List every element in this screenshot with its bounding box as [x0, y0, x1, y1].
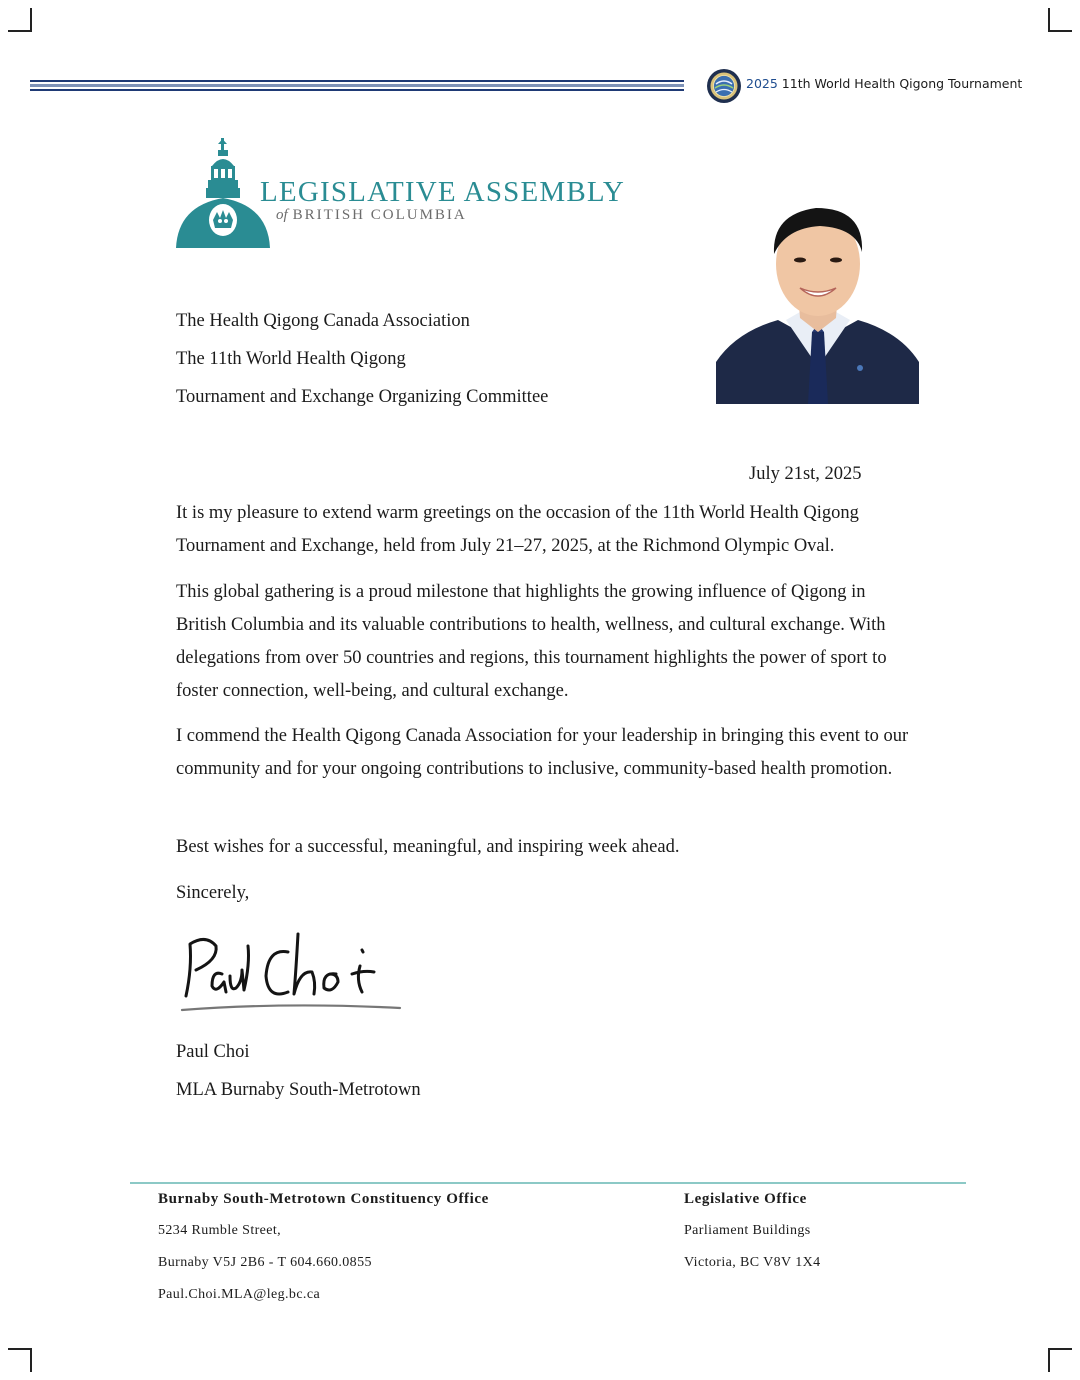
- recipient-line: Tournament and Exchange Organizing Committee: [176, 387, 549, 407]
- header-rule: [30, 80, 684, 91]
- body-paragraph: This global gathering is a proud milestone that highlights the growing influence of Qigong in British Columbia and its valuable contributions to health, wellness, and cultural exchange. With delegations from over 50 countries and regions, this tournament highlights the power of sport to foster connection, well-being, and cultural exchange.: [176, 582, 887, 701]
- crop-mark-bottom-right: [1048, 1348, 1072, 1372]
- tournament-emblem-icon: [706, 68, 742, 104]
- legislative-office-heading: Legislative Office: [684, 1191, 807, 1207]
- footer-rule: [130, 1182, 966, 1184]
- crop-mark-top-left: [8, 8, 32, 32]
- constituency-office-heading: Burnaby South-Metrotown Constituency Office: [158, 1191, 489, 1207]
- recipient-line: The Health Qigong Canada Association: [176, 311, 470, 331]
- constituency-office-block: [158, 1188, 489, 1316]
- body-paragraph: I commend the Health Qigong Canada Association for your leadership in bringing this event to our community and for your ongoing contributions to inclusive, community-based health promotion.: [176, 726, 909, 779]
- legislative-address-line: Parliament Buildings: [684, 1223, 811, 1238]
- signer-name: Paul Choi: [176, 1042, 250, 1062]
- assembly-name: LEGISLATIVE ASSEMBLY: [260, 176, 626, 208]
- crop-mark-top-right: [1048, 8, 1072, 32]
- tournament-title: [746, 76, 1022, 91]
- crop-mark-bottom-left: [8, 1348, 32, 1372]
- body-paragraph: It is my pleasure to extend warm greetings on the occasion of the 11th World Health Qigong Tournament and Exchange, held from July 21–27, 2025, at the Richmond Olympic Oval.: [176, 503, 859, 556]
- assembly-sub-name: BRITISH COLUMBIA: [292, 207, 467, 223]
- letter-date: July 21st, 2025: [749, 464, 862, 484]
- assembly-subtitle: [276, 207, 467, 224]
- recipient-line: The 11th World Health Qigong: [176, 349, 406, 369]
- signer-title: MLA Burnaby South-Metrotown: [176, 1080, 421, 1100]
- constituency-address-line: 5234 Rumble Street,: [158, 1223, 282, 1238]
- constituency-email: Paul.Choi.MLA@leg.bc.ca: [158, 1287, 321, 1302]
- signature-image: [176, 930, 404, 1016]
- legislative-address-line: Victoria, BC V8V 1X4: [684, 1255, 821, 1270]
- body-paragraph: Best wishes for a successful, meaningful, and inspiring week ahead.: [176, 837, 680, 857]
- closing: Sincerely,: [176, 883, 250, 903]
- mla-portrait: [716, 192, 919, 404]
- legislative-office-block: [684, 1188, 821, 1284]
- tournament-name: 11th World Health Qigong Tournament: [781, 76, 1023, 91]
- constituency-address-line: Burnaby V5J 2B6 - T 604.660.0855: [158, 1255, 372, 1270]
- legislative-dome-logo-icon: [174, 136, 274, 252]
- assembly-sub-of: of: [276, 207, 288, 223]
- tournament-year: 2025: [746, 76, 778, 91]
